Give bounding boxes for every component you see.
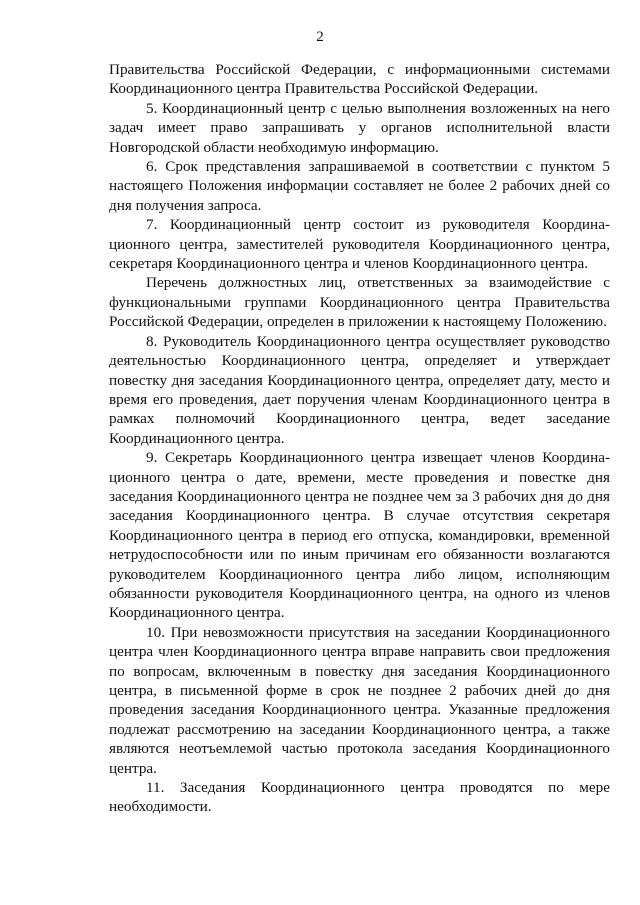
paragraph-item-11: 11. Заседания Координационного центра проводятся по мере необходимости. — [109, 779, 610, 816]
paragraph-item-8: 8. Руководитель Координационного центра осуществляет руководство деятельностью Координационного центра, определяет и утверждает повестку дня заседания Координационного центра, определяет дату, место и время его проведения, дает поручения членам Координационного центра в рамках полномочий Координационного центра, ведет заседание Координационного центра. — [109, 332, 610, 447]
paragraph-item-10: 10. При невозможности присутствия на заседании Координационного центра член Координационного центра вправе направить свои предложения по вопросам, включенным в повестку дня заседания Координационного центра, в письменной форме в срок не позднее 2 рабочих дней до дня проведения заседания Координационного центра. Указанные предложения подлежат рассмотрению на заседании Координационного центра, а также являются неотъемлемой частью протокола заседания Координационного центра. — [109, 623, 610, 777]
paragraph-item-9: 9. Секретарь Координационного центра извещает членов Координационного центра о дате, времени, месте проведения и повестке дня заседания Координационного центра не позднее чем за 3 рабочих дня до дня заседания Координационного центра. В случае отсутствия секретаря Координационного центра в период его отпуска, командировки, временной нетрудоспособности или по иным причинам его обязанности возлагаются руководителем Координационного центра либо лицом, исполняющим обязанности руководителя Координационного центра, на одного из членов Координационного центра. — [109, 449, 610, 622]
paragraph-continuation: Правительства Российской Федерации, с информационными системами Координационного центра Правительства Российской Федерации. — [109, 61, 610, 98]
page-number: 2 — [316, 29, 324, 45]
paragraph-item-6: 6. Срок представления запрашиваемой в соответствии с пунктом 5 настоящего Положения информации составляет не более 2 рабочих дней со дня получения запроса. — [109, 158, 610, 214]
document-body — [109, 60, 610, 817]
paragraph-item-5: 5. Координационный центр с целью выполнения возложенных на него задач имеет право запрашивать у органов исполнительной власти Новгородской области необходимую информацию. — [109, 99, 610, 156]
paragraph-item-7-officials-list: Перечень должностных лиц, ответственных за взаимодействие с функциональными группами Координационного центра Правительства Российской Федерации, определен в приложении к настоящему Положению. — [109, 274, 610, 331]
paragraph-item-7: 7. Координационный центр состоит из руководителя Координационного центра, заместителей руководителя Координационного центра, секретаря Координационного центра и членов Координационного центра. — [109, 216, 610, 273]
